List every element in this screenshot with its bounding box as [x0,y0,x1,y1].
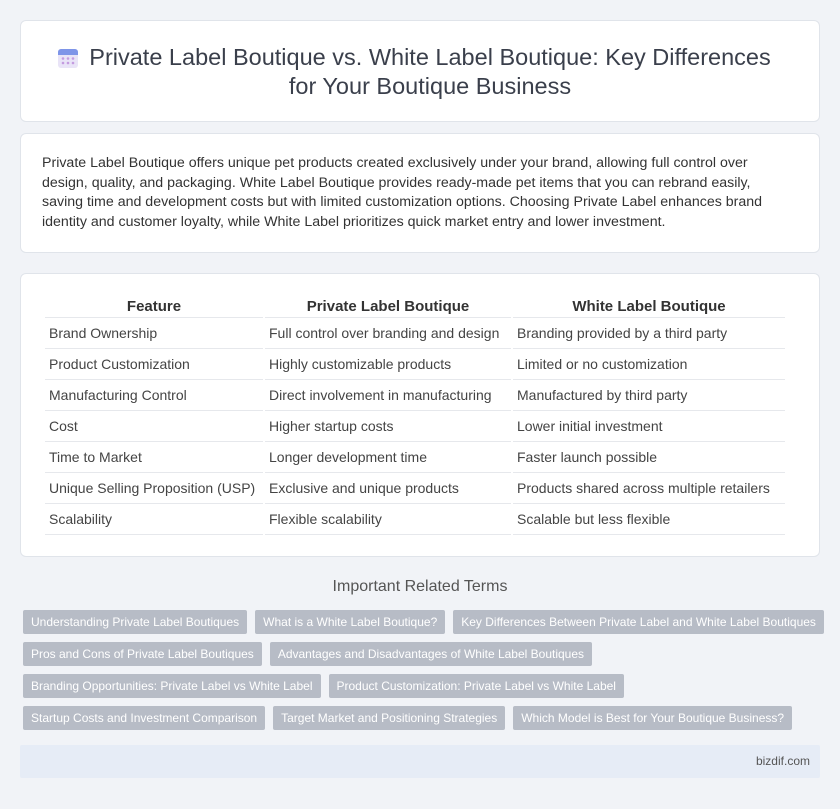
table-cell: Flexible scalability [265,504,511,535]
related-term-link[interactable]: Branding Opportunities: Private Label vs White Label [23,674,321,698]
related-terms-list [23,610,818,738]
table-row [45,380,785,411]
intro-paragraph: Private Label Boutique offers unique pet products created exclusively under your brand, allowing full control over design, quality, and packaging. White Label Boutique provides ready-made pet items that you can rebrand easily, saving time and development costs but with limited customization options. Choosing Private Label enhances brand identity and customer loyalty, while White Label prioritizes quick market entry and lower investment. [42,155,763,230]
footer [20,745,820,778]
table-cell: Highly customizable products [265,349,511,380]
table-cell: Unique Selling Proposition (USP) [45,473,263,504]
table-cell: Exclusive and unique products [265,473,511,504]
related-term-link[interactable]: Which Model is Best for Your Boutique Business? [513,706,792,730]
related-term-link[interactable]: Key Differences Between Private Label and White Label Boutiques [453,610,824,634]
table-row [45,349,785,380]
comparison-card [20,273,820,557]
table-cell: Direct involvement in manufacturing [265,380,511,411]
table-row [45,504,785,535]
column-header: Feature [45,296,263,318]
table-cell: Manufacturing Control [45,380,263,411]
table-cell: Manufactured by third party [513,380,785,411]
table-cell: Brand Ownership [45,318,263,349]
table-row [45,411,785,442]
table-cell: Full control over branding and design [265,318,511,349]
table-cell: Longer development time [265,442,511,473]
related-term-link[interactable]: What is a White Label Boutique? [255,610,445,634]
table-cell: Branding provided by a third party [513,318,785,349]
table-header-row [45,296,785,318]
related-term-link[interactable]: Pros and Cons of Private Label Boutiques [23,642,262,666]
table-cell: Faster launch possible [513,442,785,473]
related-term-link[interactable]: Product Customization: Private Label vs White Label [329,674,624,698]
related-term-link[interactable]: Advantages and Disadvantages of White Label Boutiques [270,642,592,666]
tag-row [23,674,818,698]
related-term-link[interactable]: Target Market and Positioning Strategies [273,706,505,730]
related-terms-heading: Important Related Terms [332,578,508,595]
table-cell: Product Customization [45,349,263,380]
table-cell: Higher startup costs [265,411,511,442]
table-row [45,442,785,473]
table-row [45,473,785,504]
table-cell: Scalability [45,504,263,535]
table-row [45,318,785,349]
tag-row [23,610,818,634]
column-header: White Label Boutique [513,296,785,318]
page-title: Private Label Boutique vs. White Label Boutique: Key Differences for Your Boutique Business [89,44,771,99]
table-cell: Limited or no customization [513,349,785,380]
table-cell: Products shared across multiple retailers [513,473,785,504]
column-header: Private Label Boutique [265,296,511,318]
comparison-table [43,296,787,535]
tag-row [23,642,818,666]
table-cell: Scalable but less flexible [513,504,785,535]
related-term-link[interactable]: Understanding Private Label Boutiques [23,610,247,634]
header-card [20,20,820,122]
related-term-link[interactable]: Startup Costs and Investment Comparison [23,706,265,730]
intro-card [20,133,820,253]
table-cell: Time to Market [45,442,263,473]
tag-row [23,706,818,730]
site-name[interactable]: bizdif.com [755,754,810,768]
table-cell: Lower initial investment [513,411,785,442]
table-cell: Cost [45,411,263,442]
